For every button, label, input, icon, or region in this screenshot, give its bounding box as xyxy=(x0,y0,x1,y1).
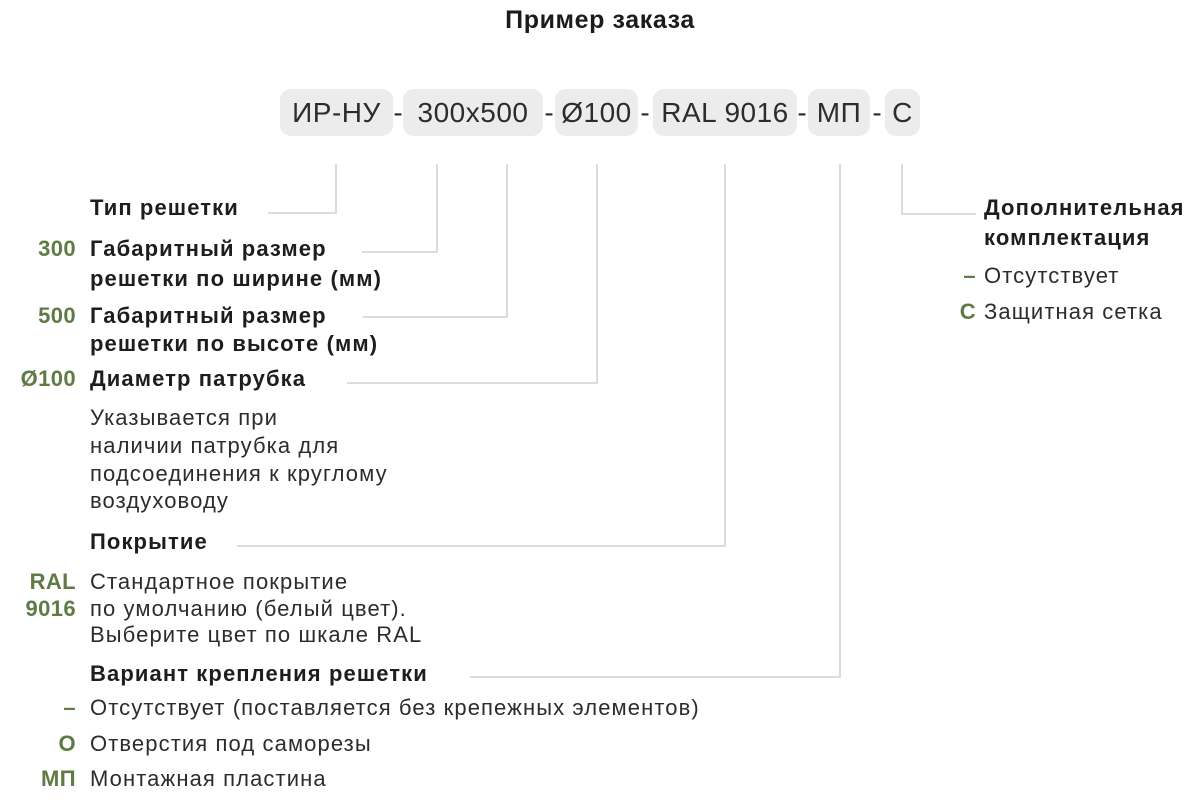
code-separator: - xyxy=(640,96,650,128)
code-width-300: 300 xyxy=(38,236,76,261)
option-accessory-none: Отсутствует xyxy=(984,263,1120,288)
connector-grille-type xyxy=(268,164,336,213)
option-mounting-none: Отсутствует (поставляется без крепежных элементов) xyxy=(90,695,700,720)
label-height-line2: решетки по высоте (мм) xyxy=(90,331,379,356)
connector-width xyxy=(362,164,437,252)
code-mounting-holes: О xyxy=(58,731,76,756)
code-ral-line2: 9016 xyxy=(25,596,76,621)
label-coating: Покрытие xyxy=(90,529,208,554)
connector-height xyxy=(363,164,507,317)
option-mounting-holes: Отверстия под саморезы xyxy=(90,731,372,756)
code-height-500: 500 xyxy=(38,303,76,328)
label-accessory-line1: Дополнительная xyxy=(984,195,1185,220)
label-grille-type: Тип решетки xyxy=(90,195,239,220)
code-separator: - xyxy=(544,96,554,128)
code-segment-grille-type: ИР-НУ xyxy=(280,89,393,136)
label-width-line1: Габаритный размер xyxy=(90,236,327,261)
connector-accessory xyxy=(902,164,976,214)
code-accessory-none: – xyxy=(963,263,976,288)
note-diameter-line1: Указывается при xyxy=(90,405,278,430)
code-segment-coating: RAL 9016 xyxy=(653,89,797,136)
note-diameter-line4: воздуховоду xyxy=(90,488,229,513)
code-accessory-mesh: С xyxy=(959,299,976,324)
code-separator: - xyxy=(393,96,403,128)
connector-diameter xyxy=(347,164,597,383)
label-diameter: Диаметр патрубка xyxy=(90,366,307,391)
note-diameter-line3: подсоединения к круглому xyxy=(90,461,388,486)
label-accessory-line2: комплектация xyxy=(984,225,1151,250)
note-diameter-line2: наличии патрубка для xyxy=(90,433,340,458)
code-segment-diameter: Ø100 xyxy=(555,89,638,136)
note-coating-line2: по умолчанию (белый цвет). xyxy=(90,596,407,621)
connector-mounting xyxy=(470,164,840,677)
code-mounting-plate: МП xyxy=(41,766,76,791)
option-accessory-mesh: Защитная сетка xyxy=(984,299,1163,324)
label-height-line1: Габаритный размер xyxy=(90,303,327,328)
code-separator: - xyxy=(872,96,882,128)
note-coating-line1: Стандартное покрытие xyxy=(90,569,349,594)
label-mounting: Вариант крепления решетки xyxy=(90,661,428,686)
code-separator: - xyxy=(797,96,807,128)
code-mounting-none: – xyxy=(63,695,76,720)
note-coating-line3: Выберите цвет по шкале RAL xyxy=(90,622,423,647)
option-mounting-plate: Монтажная пластина xyxy=(90,766,327,791)
code-segment-accessory: С xyxy=(885,89,920,136)
code-ral-line1: RAL xyxy=(29,569,76,594)
code-segment-size: 300х500 xyxy=(403,89,543,136)
page-title: Пример заказа xyxy=(505,6,695,34)
code-segment-mounting: МП xyxy=(808,89,870,136)
code-diameter: Ø100 xyxy=(20,366,76,391)
label-width-line2: решетки по ширине (мм) xyxy=(90,266,383,291)
